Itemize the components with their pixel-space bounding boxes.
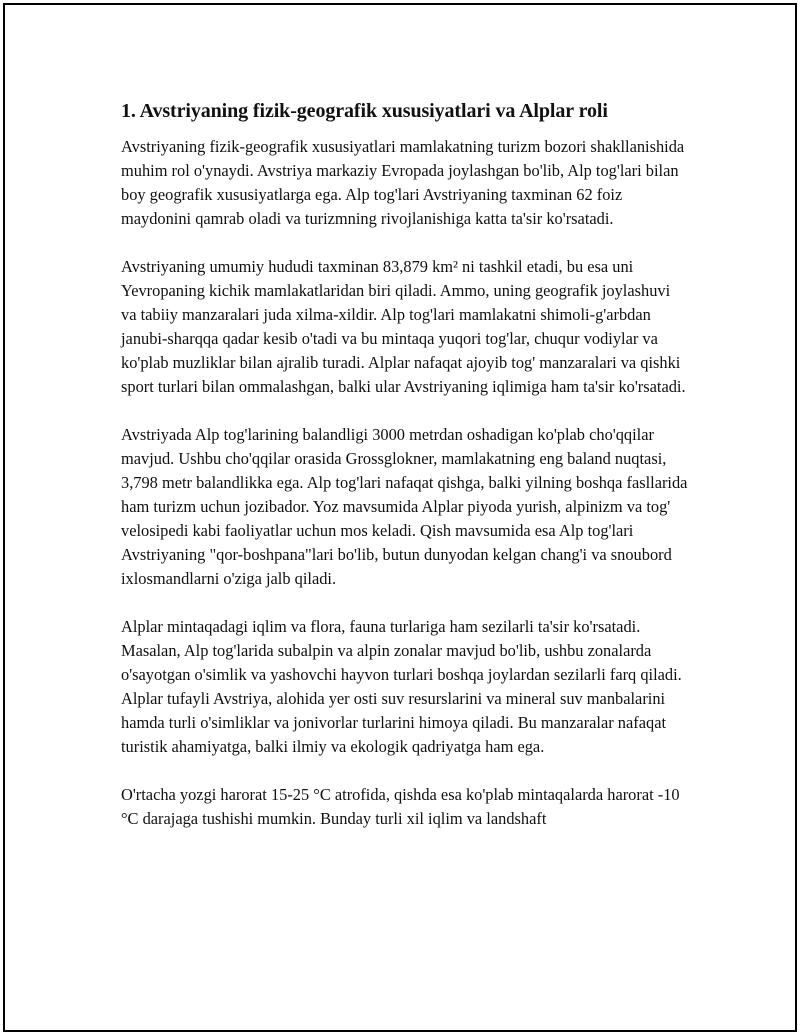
paragraph-1: Avstriyaning fizik-geografik xususiyatlari mamlakatning turizm bozori shakllanishida muhim rol o'ynaydi. Avstriya markaziy Evropada joylashgan bo'lib, Alp tog'lari bilan boy geografik xususiyatlarga ega. Alp tog'lari Avstriyaning taxminan 62 foiz maydonini qamrab oladi va turizmning rivojlanishiga katta ta'sir ko'rsatadi. [121,137,685,228]
section-heading: 1. Avstriyaning fizik-geografik xususiyatlari va Alplar roli [121,100,608,122]
paragraph-5: O'rtacha yozgi harorat 15-25 °C atrofida, qishda esa ko'plab mintaqalarda harorat -10 °C darajaga tushishi mumkin. Bunday turli xil iqlim va landshaft [121,785,680,828]
paragraph-2: Avstriyaning umumiy hududi taxminan 83,879 km² ni tashkil etadi, bu esa uni Yevropaning kichik mamlakatlaridan biri qiladi. Ammo, uning geografik joylashuvi va tabiiy manzaralari juda xilma-xildir. Alp tog'lari mamlakatni shimoli-g'arbdan janubi-sharqqa qadar kesib o'tadi va bu mintaqa yuqori tog'lar, chuqur vodiylar va ko'plab muzliklar bilan ajralib turadi. Alplar nafaqat ajoyib tog' manzaralari va qishki sport turlari bilan ommalashgan, balki ular Avstriyaning iqlimiga ham ta'sir ko'rsatadi. [121,257,686,396]
document-content [121,97,689,855]
paragraph-3: Avstriyada Alp tog'larining balandligi 3000 metrdan oshadigan ko'plab cho'qqilar mavjud. Ushbu cho'qqilar orasida Grossglokner, mamlakatning eng baland nuqtasi, 3,798 metr balandlikka ega. Alp tog'lari nafaqat qishga, balki yilning boshqa fasllarida ham turizm uchun jozibador. Yoz mavsumida Alplar piyoda yurish, alpinizm va tog' velosipedi kabi faoliyatlar uchun mos keladi. Qish mavsumida esa Alp tog'lari Avstriyaning "qor-boshpana"lari bo'lib, butun dunyodan kelgan chang'i va snoubord ixlosmandlarni o'ziga jalb qiladi. [121,425,688,588]
document-page [3,3,797,1032]
paragraph-4: Alplar mintaqadagi iqlim va flora, fauna turlariga ham sezilarli ta'sir ko'rsatadi. Masalan, Alp tog'larida subalpin va alpin zonalar mavjud bo'lib, ushbu zonalarda o'sayotgan o'simlik va yashovchi hayvon turlari boshqa joylardan sezilarli farq qiladi. Alplar tufayli Avstriya, alohida yer osti suv resurslarini va mineral suv manbalarini hamda turli o'simliklar va jonivorlar turlarini himoya qiladi. Bu manzaralar nafaqat turistik ahamiyatga, balki ilmiy va ekologik qadriyatga ham ega. [121,617,682,756]
